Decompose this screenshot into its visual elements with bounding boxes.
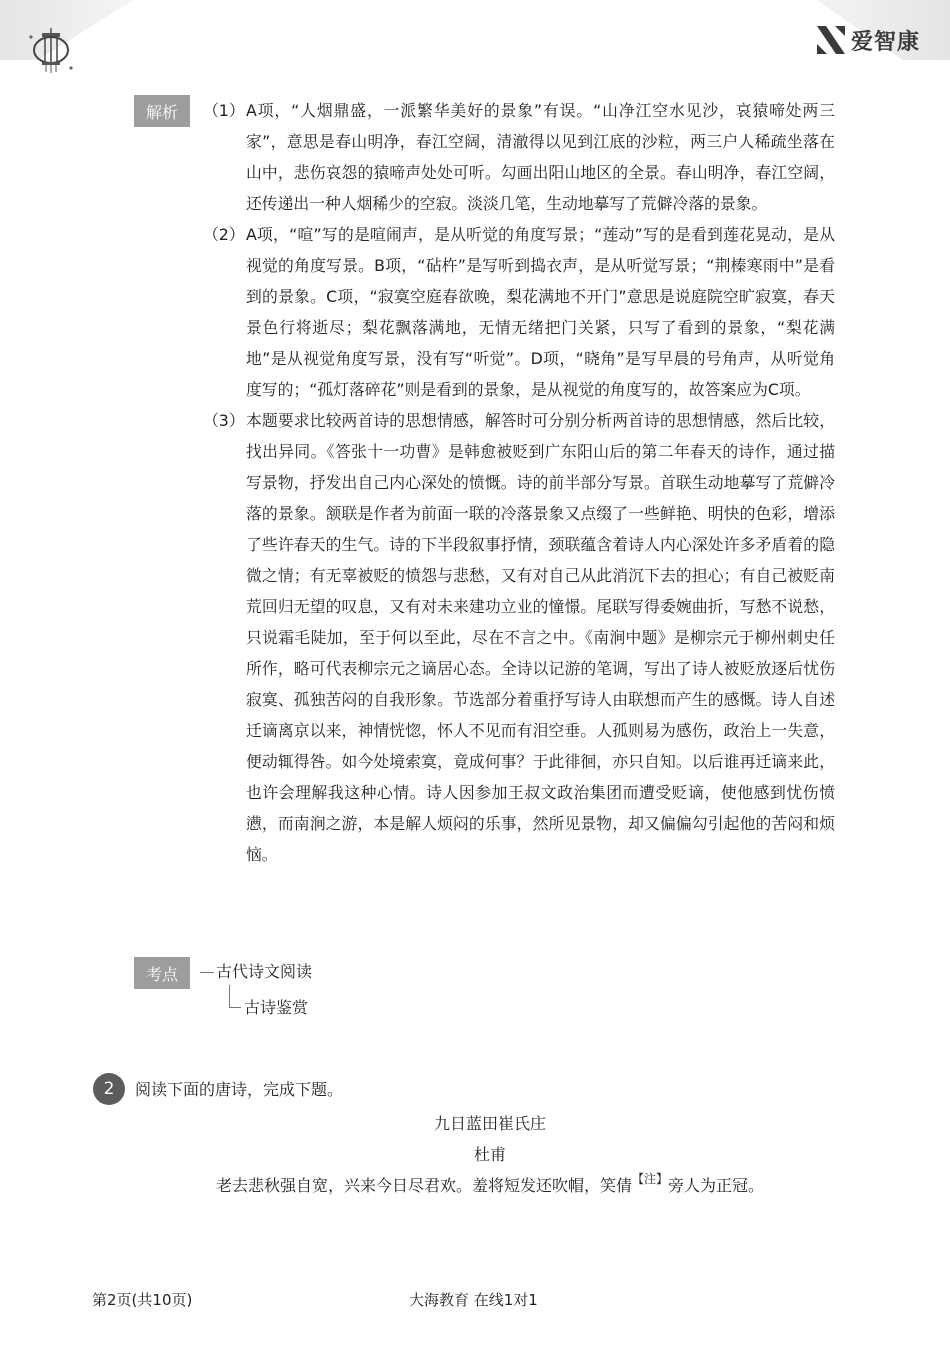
analysis-tag: 解析 — [134, 95, 190, 127]
analysis-list — [203, 95, 835, 870]
note-mark: 【注】 — [631, 1172, 668, 1186]
tree-connector — [229, 1007, 241, 1008]
analysis-item-3 — [203, 405, 835, 870]
question-prompt: 阅读下面的唐诗，完成下题。 — [135, 1080, 344, 1099]
kaodian-tag: 考点 — [134, 957, 190, 989]
poem-line-part: 旁人为正冠。 — [668, 1176, 765, 1195]
page-number: 第2页(共10页) — [92, 1291, 193, 1309]
footer-text: 大海教育 在线1对1 — [409, 1291, 538, 1309]
kaodian-root: 古代诗文阅读 — [200, 959, 312, 982]
item-number: （2） — [203, 225, 245, 244]
lantern-logo-icon — [28, 28, 74, 74]
poem-author: 杜甫 — [473, 1145, 506, 1164]
item-number: （3） — [203, 411, 245, 430]
poem-line — [0, 1173, 950, 1196]
item-text: A项，“喧”写的是喧闹声，是从听觉的角度写景；“莲动”写的是看到莲花晃动，是从视觉的角度写景。B项，“砧杵”是写听到捣衣声，是从听觉写景；“荆榛寒雨中”是看到的景象。C项，“寂寞空庭春欲晚，梨花满地不开门”意思是说庭院空旷寂寞，春天景色行将逝尽；梨花飘落满地，无情无绪把门关紧，只写了看到的景象，“梨花满地”是从视觉角度写景，没有写“听觉”。D项，“晓角”是写早晨的号角声，从听觉角度写的；“孤灯落碎花”则是看到的景象，是从视觉的角度写的，故答案应为C项。 — [246, 225, 835, 399]
tree-connector — [229, 985, 230, 1007]
poem-title: 九日蓝田崔氏庄 — [433, 1114, 546, 1133]
item-text: 本题要求比较两首诗的思想情感，解答时可分别分析两首诗的思想情感，然后比较，找出异同。《答张十一功曹》是韩愈被贬到广东阳山后的第二年春天的诗作，通过描写景物，抒发出自己内心深处的愤慨。诗的前半部分写景。首联生动地摹写了荒僻冷落的景象。颔联是作者为前面一联的冷落景象又点缀了一些鲜艳、明快的色彩，增添了些许春天的生气。诗的下半段叙事抒情，颈联蕴含着诗人内心深处许多矛盾着的隐微之情；有无辜被贬的愤怨与悲愁，又有对自己从此消沉下去的担心；有自己被贬南荒回归无望的叹息，又有对未来建功立业的憧憬。尾联写得委婉曲折，写愁不说愁，只说霜毛陡加，至于何以至此，尽在不言之中。《南涧中题》是柳宗元于柳州刺史任所作，略可代表柳宗元之谪居心态。全诗以记游的笔调，写出了诗人被贬放逐后忧伤寂寞、孤独苦闷的自我形象。节选部分着重抒写诗人由联想而产生的感慨。诗人自述迁谪离京以来，神情恍惚，怀人不见而有泪空垂。人孤则易为感伤，政治上一失意，便动辄得咎。如今处境索寞，竟成何事？于此徘徊，亦只自知。以后谁再迁谪来此，也许会理解我这种心情。诗人因参加王叔文政治集团而遭受贬谪，使他感到忧伤愤懑，而南涧之游，本是解人烦闷的乐事，然所见景物，却又偏偏勾引起他的苦闷和烦恼。 — [246, 411, 835, 864]
poem-line-part: 老去悲秋强自宽，兴来今日尽君欢。羞将短发还吹帽，笑倩 — [215, 1176, 632, 1195]
item-number: （1） — [203, 101, 245, 120]
brand-mark-icon — [817, 26, 845, 54]
item-text: A项，“人烟鼎盛，一派繁华美好的景象”有误。“山净江空水见沙，哀猿啼处两三家”，意思是春山明净，春江空阔，清澈得以见到江底的沙粒，两三户人稀疏坐落在山中，悲伤哀怨的猿啼声处处可听。勾画出阳山地区的全景。春山明净，春江空阔，还传递出一种人烟稀少的空寂。淡淡几笔，生动地摹写了荒僻冷落的景象。 — [246, 101, 835, 213]
kaodian-child: 古诗鉴赏 — [244, 998, 309, 1017]
question-number-badge: 2 — [93, 1073, 125, 1105]
header-band — [0, 0, 950, 60]
brand-logo — [817, 24, 920, 56]
brand-name: 爱智康 — [850, 29, 920, 55]
analysis-item-2 — [203, 219, 835, 405]
analysis-item-1 — [203, 95, 835, 219]
